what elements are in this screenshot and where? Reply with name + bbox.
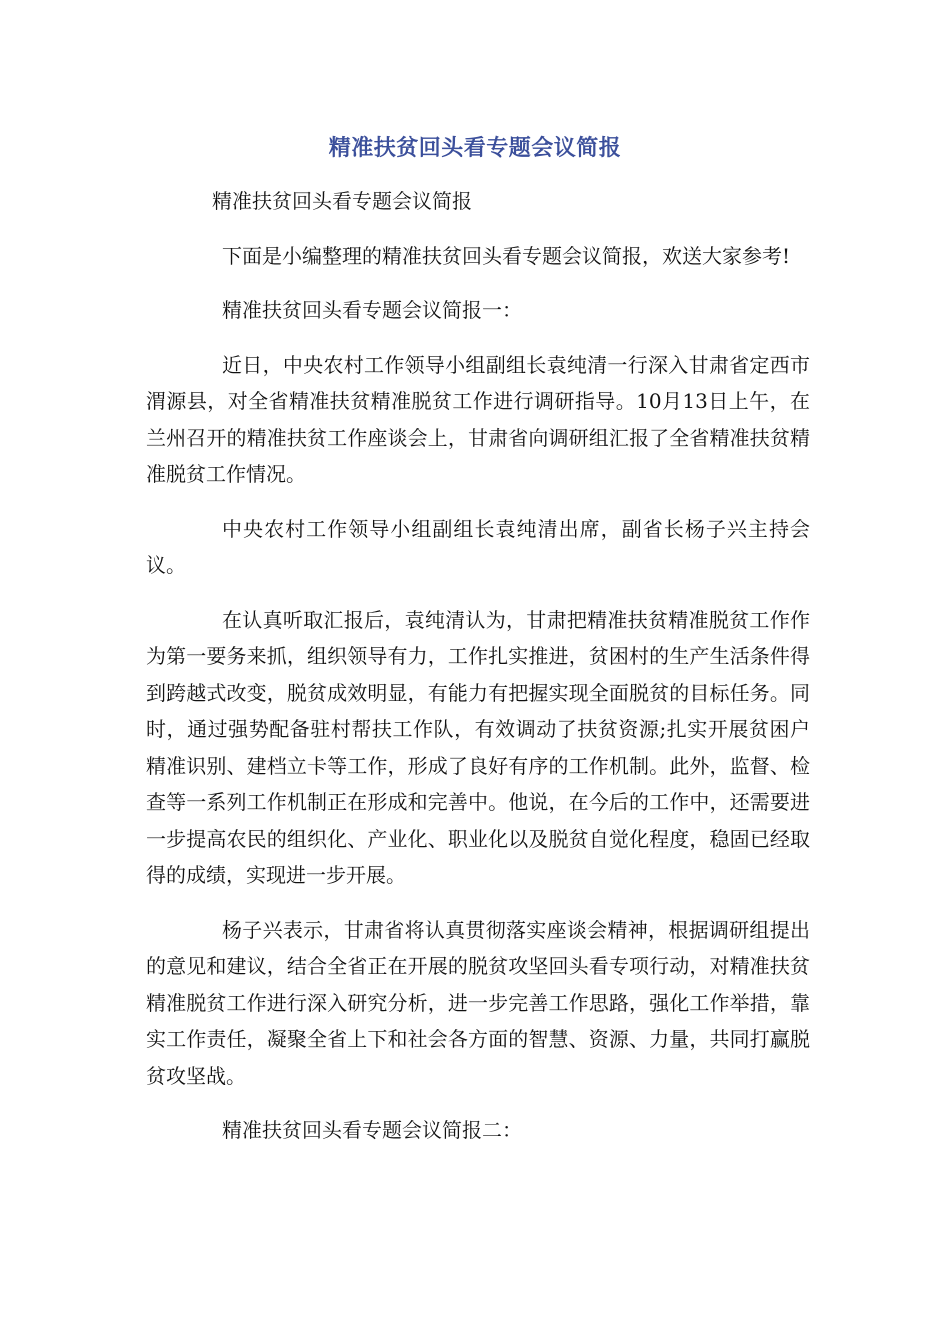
body-paragraph: 杨子兴表示，甘肃省将认真贯彻落实座谈会精神，根据调研组提出的意见和建议，结合全省正在开展的脱贫攻坚回头看专项行动，对精准扶贫精准脱贫工作进行深入研究分析，进一步完善工作思路，强化工作举措，靠实工作责任，凝聚全省上下和社会各方面的智慧、资源、力量，共同打赢脱贫攻坚战。 <box>146 917 810 1088</box>
section-heading-two: 精准扶贫回头看专题会议简报二： <box>222 1118 522 1142</box>
body-paragraph: 中央农村工作领导小组副组长袁纯清出席，副省长杨子兴主持会议。 <box>146 516 810 577</box>
document-body <box>146 183 810 1167</box>
section-heading-one: 精准扶贫回头看专题会议简报一： <box>222 298 522 322</box>
body-paragraph: 在认真听取汇报后，袁纯清认为，甘肃把精准扶贫精准脱贫工作作为第一要务来抓，组织领导有力，工作扎实推进，贫困村的生产生活条件得到跨越式改变，脱贫成效明显，有能力有把握实现全面脱贫的目标任务。同时，通过强势配备驻村帮扶工作队，有效调动了扶贫资源;扎实开展贫困户精准识别、建档立卡等工作，形成了良好有序的工作机制。此外，监督、检查等一系列工作机制正在形成和完善中。他说，在今后的工作中，还需要进一步提高农民的组织化、产业化、职业化以及脱贫自觉化程度，稳固已经取得的成绩，实现进一步开展。 <box>146 607 810 887</box>
document-subtitle: 精准扶贫回头看专题会议简报 <box>212 189 472 213</box>
body-paragraph: 近日，中央农村工作领导小组副组长袁纯清一行深入甘肃省定西市渭源县，对全省精准扶贫精准脱贫工作进行调研指导。10月13日上午，在兰州召开的精准扶贫工作座谈会上，甘肃省向调研组汇报了全省精准扶贫精准脱贫工作情况。 <box>146 352 810 486</box>
document-title: 精准扶贫回头看专题会议简报 <box>328 136 622 161</box>
intro-paragraph: 下面是小编整理的精准扶贫回头看专题会议简报，欢送大家参考! <box>222 243 791 268</box>
